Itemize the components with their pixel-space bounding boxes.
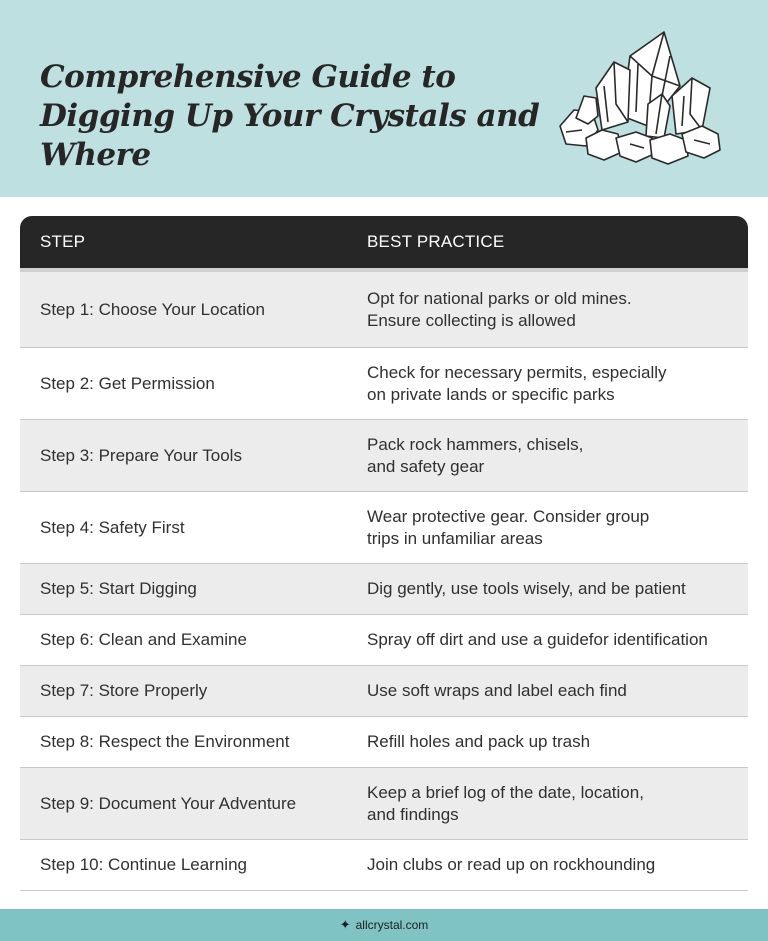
step-cell: Step 2: Get Permission [40, 373, 215, 393]
table-row [20, 564, 748, 615]
table-row [20, 717, 748, 768]
table-row [20, 420, 748, 492]
practice-cell: Keep a brief log of the date, location, and findings [367, 782, 644, 824]
page-title: Comprehensive Guide to Digging Up Your Crystals and Where [40, 59, 540, 173]
sparkle-icon: ✦ [339, 917, 351, 932]
table-row [20, 272, 748, 348]
steps-table [20, 216, 748, 891]
practice-cell: Opt for national parks or old mines. Ensure collecting is allowed [367, 288, 632, 330]
crystal-cluster-icon [552, 26, 727, 166]
practice-cell: Spray off dirt and use a guidefor identification [367, 630, 708, 649]
practice-cell: Refill holes and pack up trash [367, 732, 591, 751]
step-cell: Step 3: Prepare Your Tools [40, 445, 242, 465]
table-row [20, 615, 748, 666]
table-header [20, 216, 748, 272]
practice-cell: Join clubs or read up on rockhounding [367, 855, 656, 874]
table-row [20, 666, 748, 717]
column-header-step: STEP [40, 232, 86, 251]
table-row [20, 768, 748, 840]
step-cell: Step 9: Document Your Adventure [40, 793, 297, 813]
practice-cell: Pack rock hammers, chisels, and safety gear [367, 434, 584, 476]
step-cell: Step 10: Continue Learning [40, 855, 247, 874]
table-row [20, 840, 748, 891]
column-header-best-practice: BEST PRACTICE [367, 232, 505, 251]
practice-cell: Use soft wraps and label each find [367, 681, 627, 700]
practice-cell: Wear protective gear. Consider group trips in unfamiliar areas [367, 506, 650, 548]
step-cell: Step 4: Safety First [40, 517, 185, 537]
step-cell: Step 8: Respect the Environment [40, 732, 290, 751]
header-banner [0, 0, 768, 197]
step-cell: Step 5: Start Digging [40, 579, 197, 598]
site-link[interactable]: allcrystal.com [355, 918, 429, 932]
step-cell: Step 1: Choose Your Location [40, 299, 265, 319]
step-cell: Step 7: Store Properly [40, 681, 208, 700]
step-cell: Step 6: Clean and Examine [40, 630, 247, 649]
practice-cell: Check for necessary permits, especially on private lands or specific parks [367, 362, 667, 404]
practice-cell: Dig gently, use tools wisely, and be patient [367, 579, 686, 598]
table-row [20, 492, 748, 564]
table-row [20, 348, 748, 420]
footer-bar [0, 909, 768, 941]
